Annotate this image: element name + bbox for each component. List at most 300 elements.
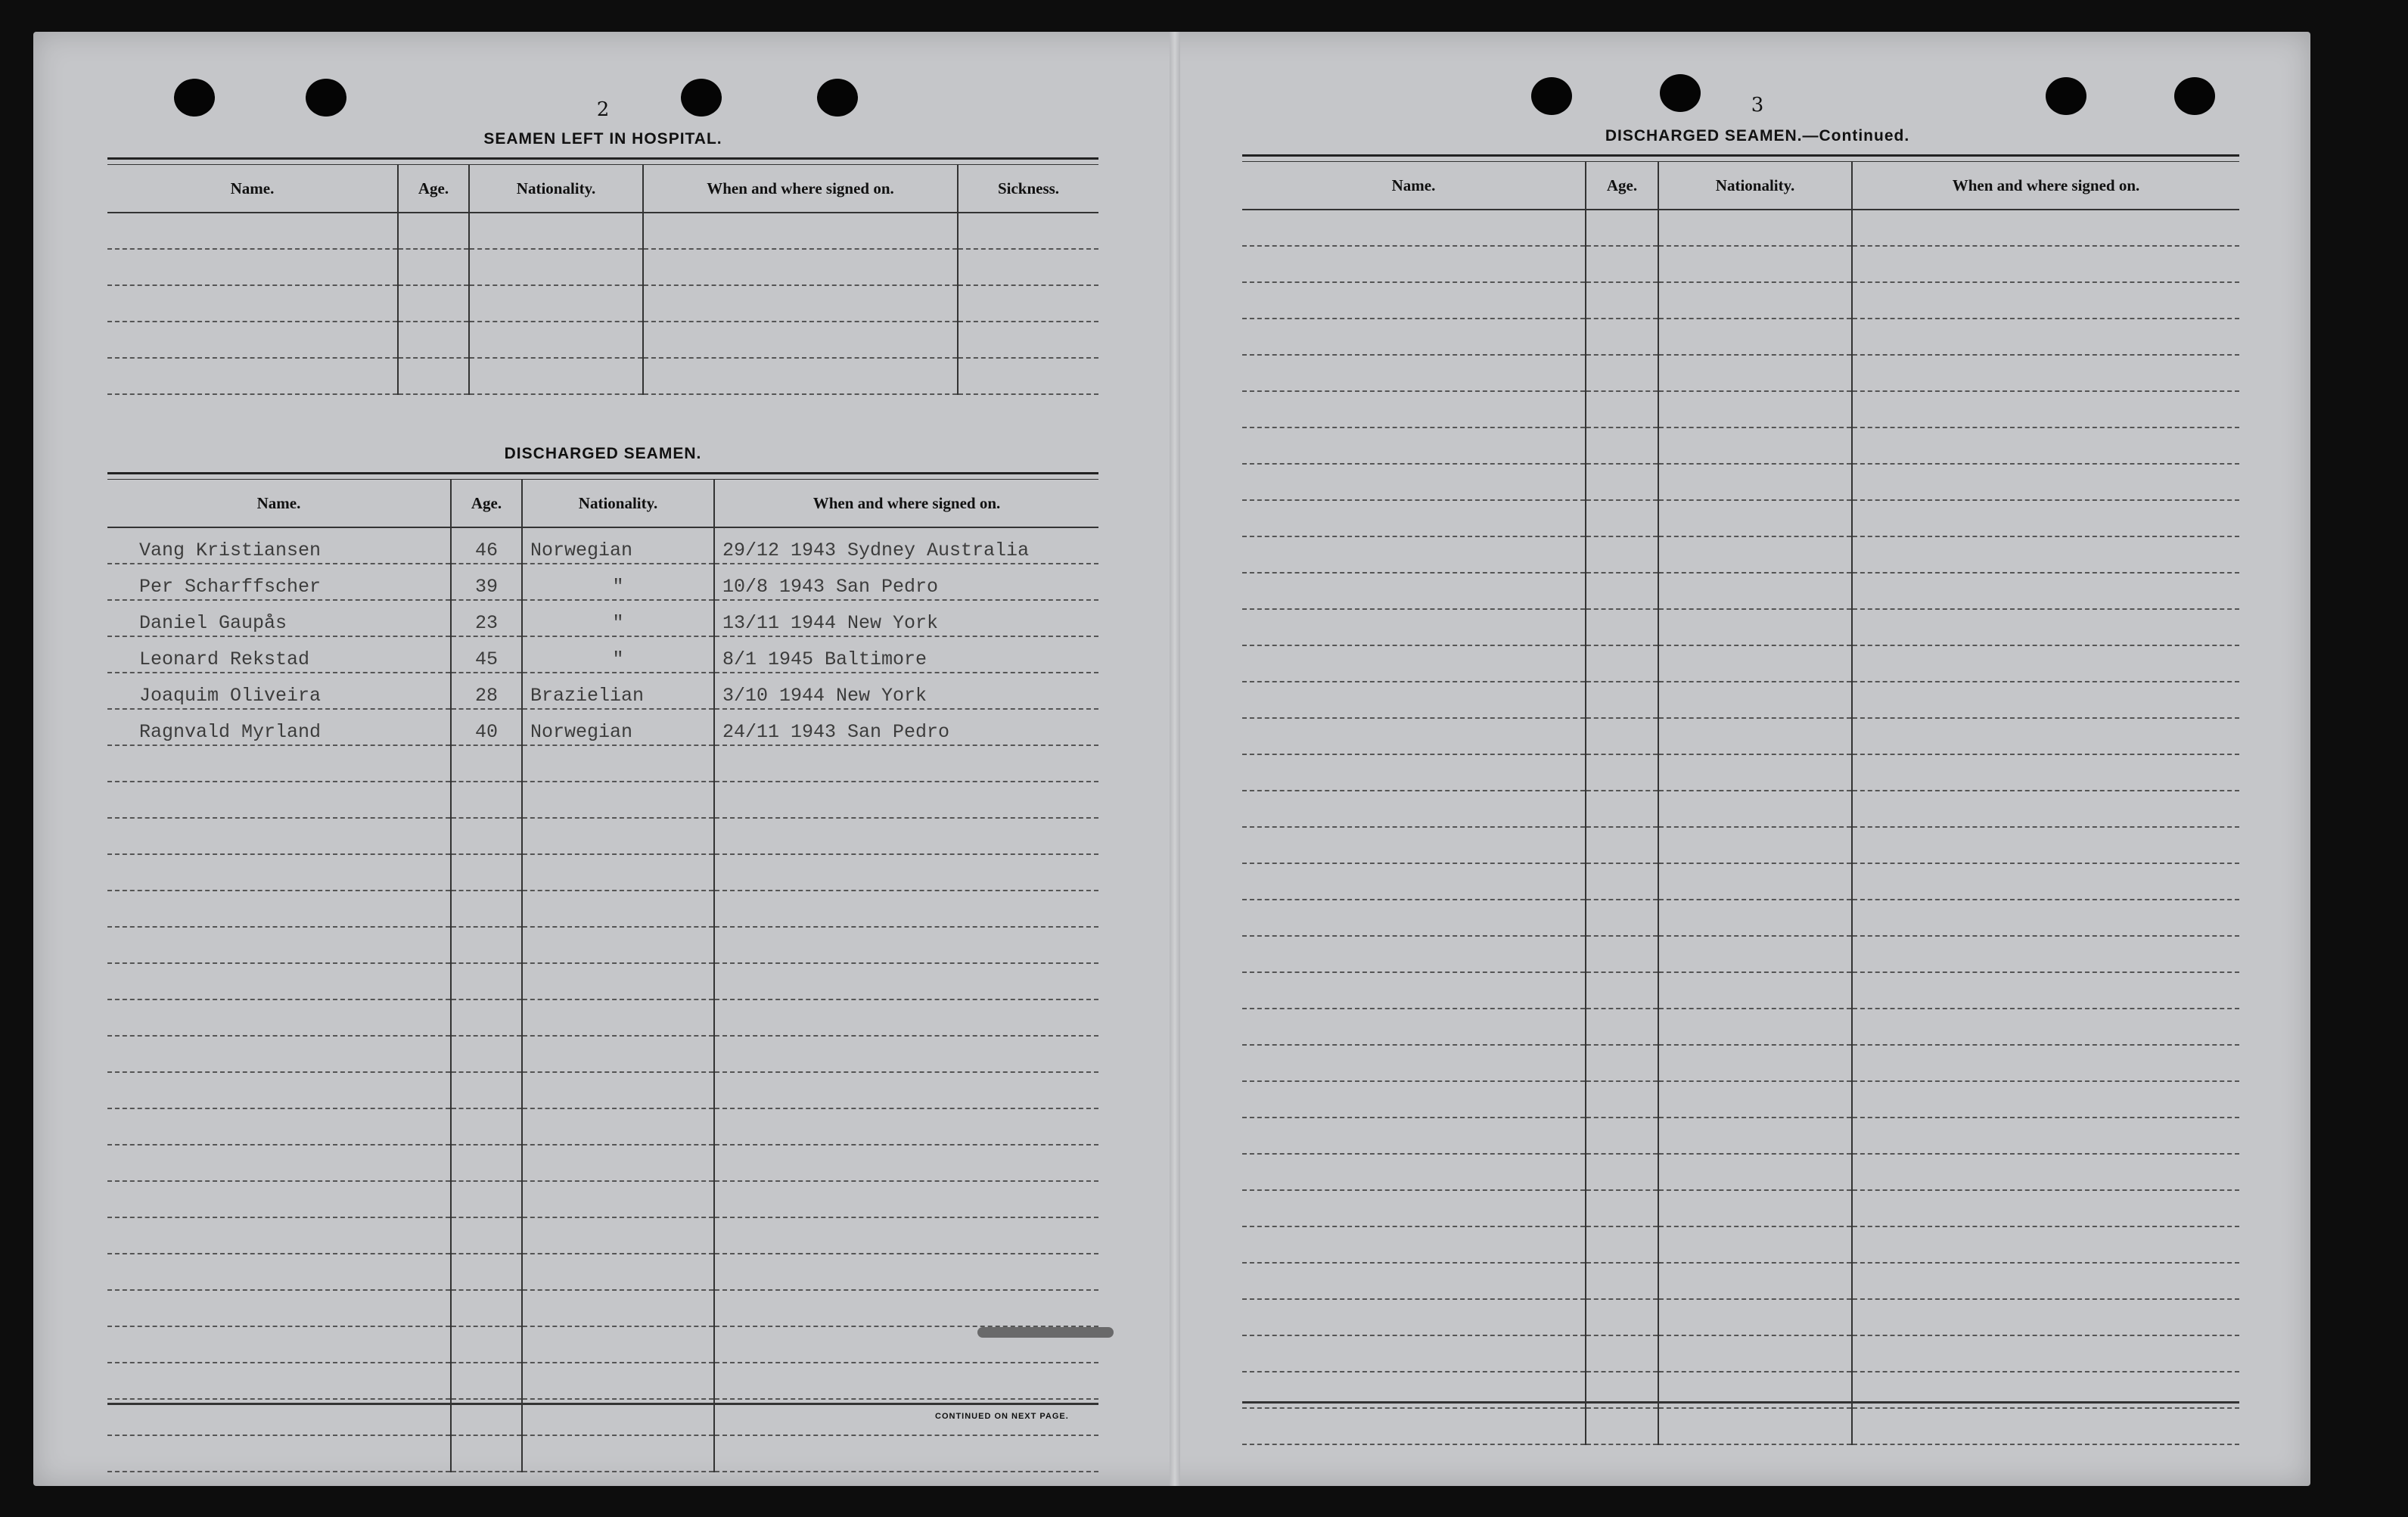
age-cell[interactable]: [451, 1072, 522, 1108]
signed-on-cell[interactable]: [714, 1145, 1098, 1181]
signed-on-cell[interactable]: [1852, 1081, 2239, 1118]
age-cell[interactable]: [451, 818, 522, 854]
signed-on-cell[interactable]: [714, 1254, 1098, 1290]
age-cell[interactable]: [1586, 573, 1658, 609]
title-main: DISCHARGED SEAMEN.: [1605, 127, 1803, 145]
table-row: [107, 927, 1098, 963]
nationality-cell[interactable]: [522, 963, 714, 999]
name-cell[interactable]: [1242, 1335, 1586, 1372]
signed-on-cell[interactable]: [1852, 972, 2239, 1009]
nationality-cell[interactable]: Norwegian: [522, 527, 714, 564]
signed-on-cell[interactable]: [643, 213, 958, 249]
signed-on-cell[interactable]: [714, 745, 1098, 782]
nationality-cell[interactable]: [1658, 1335, 1852, 1372]
table-row: [1242, 355, 2239, 391]
signed-on-cell[interactable]: [714, 1363, 1098, 1399]
signed-on-cell[interactable]: [1852, 827, 2239, 863]
table-row: [1242, 1263, 2239, 1299]
nationality-cell[interactable]: Norwegian: [522, 709, 714, 745]
age-cell[interactable]: [1586, 1154, 1658, 1190]
nationality-cell[interactable]: [522, 854, 714, 891]
age-cell[interactable]: [1586, 1263, 1658, 1299]
table-row: [1242, 609, 2239, 645]
nationality-cell[interactable]: [1658, 1263, 1852, 1299]
nationality-cell[interactable]: [1658, 246, 1852, 282]
signed-on-cell[interactable]: [1852, 1009, 2239, 1045]
column-header-signed-on: When and where signed on.: [714, 480, 1098, 527]
name-cell[interactable]: [1242, 863, 1586, 900]
signed-on-cell[interactable]: [1852, 210, 2239, 246]
age-cell[interactable]: [1586, 718, 1658, 754]
table-row: [1242, 1190, 2239, 1226]
table-row: [107, 1290, 1098, 1326]
table-row: [107, 1326, 1098, 1363]
name-cell[interactable]: [1242, 210, 1586, 246]
signed-on-cell[interactable]: [1852, 863, 2239, 900]
name-cell[interactable]: [1242, 464, 1586, 500]
nationality-cell[interactable]: [1658, 1408, 1852, 1444]
nationality-cell[interactable]: [522, 1181, 714, 1217]
signed-on-cell[interactable]: [714, 999, 1098, 1036]
name-cell[interactable]: [107, 818, 451, 854]
name-cell[interactable]: [107, 854, 451, 891]
signed-on-cell[interactable]: [714, 1036, 1098, 1072]
nationality-cell[interactable]: [1658, 682, 1852, 718]
nationality-cell[interactable]: [469, 285, 643, 322]
age-cell[interactable]: [451, 854, 522, 891]
table-row: [107, 322, 1098, 358]
age-cell[interactable]: [1586, 1335, 1658, 1372]
age-cell[interactable]: [1586, 791, 1658, 827]
nationality-cell[interactable]: [522, 1435, 714, 1472]
nationality-cell[interactable]: [1658, 900, 1852, 936]
nationality-cell[interactable]: [469, 249, 643, 285]
signed-on-cell[interactable]: [643, 249, 958, 285]
age-cell[interactable]: [1586, 282, 1658, 319]
signed-on-cell[interactable]: 3/10 1944 New York: [714, 673, 1098, 709]
nationality-cell[interactable]: [1658, 827, 1852, 863]
signed-on-cell[interactable]: 10/8 1943 San Pedro: [714, 564, 1098, 600]
signed-on-cell[interactable]: 24/11 1943 San Pedro: [714, 709, 1098, 745]
signed-on-cell[interactable]: [1852, 391, 2239, 427]
name-cell[interactable]: [107, 1145, 451, 1181]
section-rule: [107, 157, 1098, 165]
signed-on-cell[interactable]: [714, 1290, 1098, 1326]
signed-on-cell[interactable]: [1852, 282, 2239, 319]
nationality-cell[interactable]: [1658, 791, 1852, 827]
signed-on-cell[interactable]: [1852, 1154, 2239, 1190]
name-cell[interactable]: Per Scharffscher: [107, 564, 451, 600]
name-cell[interactable]: [1242, 936, 1586, 972]
nationality-cell[interactable]: Brazielian: [522, 673, 714, 709]
age-cell[interactable]: [1586, 1081, 1658, 1118]
name-cell[interactable]: [1242, 500, 1586, 536]
signed-on-cell[interactable]: 8/1 1945 Baltimore: [714, 636, 1098, 673]
age-cell[interactable]: 40: [451, 709, 522, 745]
age-cell[interactable]: [398, 358, 469, 394]
name-cell[interactable]: [1242, 645, 1586, 682]
name-cell[interactable]: Vang Kristiansen: [107, 527, 451, 564]
name-cell[interactable]: [1242, 1045, 1586, 1081]
right-page: [1242, 32, 2239, 1486]
signed-on-cell[interactable]: [714, 782, 1098, 818]
column-header-nationality: Nationality.: [1658, 162, 1852, 210]
nationality-cell[interactable]: [1658, 936, 1852, 972]
nationality-cell[interactable]: [1658, 210, 1852, 246]
signed-on-cell[interactable]: [714, 1072, 1098, 1108]
signed-on-cell[interactable]: [1852, 355, 2239, 391]
age-cell[interactable]: [1586, 500, 1658, 536]
name-cell[interactable]: [107, 1181, 451, 1217]
name-cell[interactable]: [1242, 791, 1586, 827]
age-cell[interactable]: [1586, 319, 1658, 355]
nationality-cell[interactable]: [1658, 536, 1852, 573]
signed-on-cell[interactable]: [714, 927, 1098, 963]
age-cell[interactable]: 23: [451, 600, 522, 636]
nationality-cell[interactable]: [1658, 1118, 1852, 1154]
name-cell[interactable]: [107, 1435, 451, 1472]
name-cell[interactable]: [1242, 1408, 1586, 1444]
table-row: [107, 999, 1098, 1036]
name-cell[interactable]: [107, 1290, 451, 1326]
bottom-rule: [107, 1403, 1098, 1405]
age-cell[interactable]: [451, 1145, 522, 1181]
signed-on-cell[interactable]: [1852, 791, 2239, 827]
nationality-cell[interactable]: ": [522, 564, 714, 600]
section-rule: [107, 472, 1098, 480]
table-row: [107, 745, 1098, 782]
age-cell[interactable]: [451, 782, 522, 818]
age-cell[interactable]: [451, 745, 522, 782]
signed-on-cell[interactable]: [1852, 536, 2239, 573]
age-cell[interactable]: [1586, 246, 1658, 282]
age-cell[interactable]: 46: [451, 527, 522, 564]
signed-on-cell[interactable]: [714, 1217, 1098, 1254]
name-cell[interactable]: [1242, 1263, 1586, 1299]
sickness-cell[interactable]: [958, 322, 1098, 358]
name-cell[interactable]: [1242, 1226, 1586, 1263]
name-cell[interactable]: [1242, 900, 1586, 936]
nationality-cell[interactable]: [522, 1290, 714, 1326]
nationality-cell[interactable]: [1658, 645, 1852, 682]
age-cell[interactable]: [1586, 682, 1658, 718]
name-cell[interactable]: [107, 1254, 451, 1290]
sickness-cell[interactable]: [958, 358, 1098, 394]
table-row: [1242, 1408, 2239, 1444]
nationality-cell[interactable]: [1658, 1154, 1852, 1190]
name-cell[interactable]: [1242, 391, 1586, 427]
column-header-age: Age.: [451, 480, 522, 527]
age-cell[interactable]: [1586, 754, 1658, 791]
signed-on-cell[interactable]: [1852, 573, 2239, 609]
sickness-cell[interactable]: [958, 249, 1098, 285]
signed-on-cell[interactable]: [1852, 1226, 2239, 1263]
signed-on-cell[interactable]: [714, 854, 1098, 891]
nationality-cell[interactable]: [522, 1108, 714, 1145]
page-number: 2: [596, 98, 610, 121]
name-cell[interactable]: [107, 1363, 451, 1399]
table-row: [1242, 1226, 2239, 1263]
age-cell[interactable]: [1586, 645, 1658, 682]
nationality-cell[interactable]: [1658, 1045, 1852, 1081]
table-row: [107, 1435, 1098, 1472]
name-cell[interactable]: [107, 891, 451, 927]
nationality-cell[interactable]: [1658, 427, 1852, 464]
name-cell[interactable]: [107, 1072, 451, 1108]
bottom-rule: [1242, 1401, 2239, 1404]
name-cell[interactable]: [107, 1108, 451, 1145]
name-cell[interactable]: [1242, 1154, 1586, 1190]
table-row: [107, 1108, 1098, 1145]
age-cell[interactable]: [1586, 900, 1658, 936]
signed-on-cell[interactable]: [1852, 718, 2239, 754]
signed-on-cell[interactable]: [1852, 500, 2239, 536]
signed-on-cell[interactable]: [714, 963, 1098, 999]
table-row: [107, 1072, 1098, 1108]
table-row: [107, 1036, 1098, 1072]
nationality-cell[interactable]: [469, 322, 643, 358]
name-cell[interactable]: [1242, 609, 1586, 645]
signed-on-cell[interactable]: [1852, 1299, 2239, 1335]
signed-on-cell[interactable]: [1852, 754, 2239, 791]
age-cell[interactable]: [451, 1181, 522, 1217]
nationality-cell[interactable]: [1658, 863, 1852, 900]
nationality-cell[interactable]: [1658, 464, 1852, 500]
sickness-cell[interactable]: [958, 285, 1098, 322]
age-cell[interactable]: [1586, 210, 1658, 246]
name-cell[interactable]: [1242, 972, 1586, 1009]
nationality-cell[interactable]: [1658, 1299, 1852, 1335]
nationality-cell[interactable]: [1658, 718, 1852, 754]
name-cell[interactable]: Joaquim Oliveira: [107, 673, 451, 709]
age-cell[interactable]: [1586, 1299, 1658, 1335]
age-cell[interactable]: [451, 891, 522, 927]
signed-on-cell[interactable]: 29/12 1943 Sydney Australia: [714, 527, 1098, 564]
age-cell[interactable]: [451, 1435, 522, 1472]
table-row: [107, 564, 1098, 600]
age-cell[interactable]: [451, 1108, 522, 1145]
signed-on-cell[interactable]: [1852, 246, 2239, 282]
nationality-cell[interactable]: [1658, 319, 1852, 355]
signed-on-cell[interactable]: [643, 285, 958, 322]
signed-on-cell[interactable]: [714, 1108, 1098, 1145]
signed-on-cell[interactable]: [1852, 900, 2239, 936]
age-cell[interactable]: [1586, 536, 1658, 573]
table-row: [107, 1217, 1098, 1254]
name-cell[interactable]: [1242, 319, 1586, 355]
nationality-cell[interactable]: [522, 1254, 714, 1290]
table-row: [107, 854, 1098, 891]
signed-on-cell[interactable]: [714, 891, 1098, 927]
nationality-cell[interactable]: [469, 358, 643, 394]
nationality-cell[interactable]: [522, 782, 714, 818]
age-cell[interactable]: 28: [451, 673, 522, 709]
signed-on-cell[interactable]: [1852, 464, 2239, 500]
nationality-cell[interactable]: [522, 1145, 714, 1181]
age-cell[interactable]: [1586, 1226, 1658, 1263]
signed-on-cell[interactable]: [1852, 427, 2239, 464]
name-cell[interactable]: [1242, 682, 1586, 718]
signed-on-cell[interactable]: [1852, 1263, 2239, 1299]
nationality-cell[interactable]: [1658, 573, 1852, 609]
name-cell[interactable]: [1242, 754, 1586, 791]
age-cell[interactable]: [451, 1217, 522, 1254]
table-row: [1242, 282, 2239, 319]
nationality-cell[interactable]: [522, 927, 714, 963]
age-cell[interactable]: [451, 1254, 522, 1290]
nationality-cell[interactable]: [522, 999, 714, 1036]
signed-on-cell[interactable]: [1852, 1190, 2239, 1226]
nationality-cell[interactable]: [1658, 754, 1852, 791]
nationality-cell[interactable]: [1658, 1226, 1852, 1263]
nationality-cell[interactable]: [1658, 1081, 1852, 1118]
signed-on-cell[interactable]: [1852, 1335, 2239, 1372]
name-cell[interactable]: [1242, 573, 1586, 609]
table-row: [107, 285, 1098, 322]
age-cell[interactable]: [1586, 391, 1658, 427]
age-cell[interactable]: [1586, 1118, 1658, 1154]
name-cell[interactable]: [1242, 1190, 1586, 1226]
age-cell[interactable]: [451, 1363, 522, 1399]
nationality-cell[interactable]: [522, 1326, 714, 1363]
signed-on-cell[interactable]: [1852, 645, 2239, 682]
name-cell[interactable]: [107, 1217, 451, 1254]
age-cell[interactable]: [1586, 936, 1658, 972]
age-cell[interactable]: [1586, 827, 1658, 863]
age-cell[interactable]: [1586, 1009, 1658, 1045]
name-cell[interactable]: [107, 999, 451, 1036]
signed-on-cell[interactable]: [1852, 1408, 2239, 1444]
table-row: [1242, 863, 2239, 900]
name-cell[interactable]: [107, 249, 398, 285]
name-cell[interactable]: [107, 285, 398, 322]
name-cell[interactable]: [1242, 1081, 1586, 1118]
nationality-cell[interactable]: ": [522, 636, 714, 673]
table-row: [107, 709, 1098, 745]
age-cell[interactable]: [451, 963, 522, 999]
name-cell[interactable]: [107, 358, 398, 394]
name-cell[interactable]: [1242, 536, 1586, 573]
age-cell[interactable]: [1586, 972, 1658, 1009]
name-cell[interactable]: [107, 1036, 451, 1072]
name-cell[interactable]: [1242, 355, 1586, 391]
name-cell[interactable]: [107, 1326, 451, 1363]
nationality-cell[interactable]: [1658, 609, 1852, 645]
sickness-cell[interactable]: [958, 213, 1098, 249]
signed-on-cell[interactable]: [1852, 1045, 2239, 1081]
name-cell[interactable]: [1242, 282, 1586, 319]
nationality-cell[interactable]: [1658, 391, 1852, 427]
signed-on-cell[interactable]: [714, 1435, 1098, 1472]
nationality-cell[interactable]: [522, 745, 714, 782]
age-cell[interactable]: [1586, 609, 1658, 645]
nationality-cell[interactable]: [522, 1036, 714, 1072]
table-row: [1242, 1118, 2239, 1154]
table-row: [1242, 1335, 2239, 1372]
nationality-cell[interactable]: [522, 1217, 714, 1254]
name-cell[interactable]: [1242, 1299, 1586, 1335]
age-cell[interactable]: [1586, 1190, 1658, 1226]
name-cell[interactable]: [1242, 427, 1586, 464]
nationality-cell[interactable]: [1658, 1190, 1852, 1226]
name-cell[interactable]: [107, 213, 398, 249]
nationality-cell[interactable]: [1658, 972, 1852, 1009]
age-cell[interactable]: [398, 322, 469, 358]
name-cell[interactable]: [107, 782, 451, 818]
signed-on-cell[interactable]: [714, 818, 1098, 854]
signed-on-cell[interactable]: [1852, 936, 2239, 972]
signed-on-cell[interactable]: [1852, 682, 2239, 718]
name-cell[interactable]: [107, 963, 451, 999]
age-cell[interactable]: [398, 213, 469, 249]
age-cell[interactable]: [398, 249, 469, 285]
age-cell[interactable]: [451, 927, 522, 963]
age-cell[interactable]: [1586, 1408, 1658, 1444]
name-cell[interactable]: [1242, 1009, 1586, 1045]
age-cell[interactable]: [1586, 427, 1658, 464]
age-cell[interactable]: 39: [451, 564, 522, 600]
age-cell[interactable]: [451, 999, 522, 1036]
name-cell[interactable]: [107, 322, 398, 358]
name-cell[interactable]: [1242, 1118, 1586, 1154]
age-cell[interactable]: [451, 1326, 522, 1363]
name-cell[interactable]: [107, 927, 451, 963]
name-cell[interactable]: [107, 745, 451, 782]
signed-on-cell[interactable]: [643, 322, 958, 358]
table-row: [107, 1254, 1098, 1290]
signed-on-cell[interactable]: [1852, 609, 2239, 645]
hospital-table: [107, 165, 1098, 395]
age-cell[interactable]: 45: [451, 636, 522, 673]
nationality-cell[interactable]: [1658, 500, 1852, 536]
table-row: [1242, 464, 2239, 500]
column-header-nationality: Nationality.: [522, 480, 714, 527]
name-cell[interactable]: [1242, 246, 1586, 282]
age-cell[interactable]: [1586, 355, 1658, 391]
signed-on-cell[interactable]: [1852, 319, 2239, 355]
table-row: [107, 673, 1098, 709]
table-row: [107, 891, 1098, 927]
nationality-cell[interactable]: [1658, 355, 1852, 391]
age-cell[interactable]: [1586, 863, 1658, 900]
table-row: [1242, 1081, 2239, 1118]
age-cell[interactable]: [1586, 1045, 1658, 1081]
nationality-cell[interactable]: [522, 1363, 714, 1399]
signed-on-cell[interactable]: [1852, 1118, 2239, 1154]
age-cell[interactable]: [451, 1290, 522, 1326]
nationality-cell[interactable]: [522, 1072, 714, 1108]
signed-on-cell[interactable]: [714, 1181, 1098, 1217]
name-cell[interactable]: Daniel Gaupås: [107, 600, 451, 636]
signed-on-cell[interactable]: [643, 358, 958, 394]
name-cell[interactable]: [1242, 718, 1586, 754]
name-cell[interactable]: Ragnvald Myrland: [107, 709, 451, 745]
nationality-cell[interactable]: [1658, 282, 1852, 319]
nationality-cell[interactable]: [522, 818, 714, 854]
nationality-cell[interactable]: [522, 891, 714, 927]
nationality-cell[interactable]: [1658, 1009, 1852, 1045]
name-cell[interactable]: Leonard Rekstad: [107, 636, 451, 673]
age-cell[interactable]: [451, 1036, 522, 1072]
signed-on-cell[interactable]: 13/11 1944 New York: [714, 600, 1098, 636]
table-row: [107, 249, 1098, 285]
name-cell[interactable]: [1242, 827, 1586, 863]
nationality-cell[interactable]: ": [522, 600, 714, 636]
column-header-name: Name.: [1242, 162, 1586, 210]
age-cell[interactable]: [1586, 464, 1658, 500]
nationality-cell[interactable]: [469, 213, 643, 249]
age-cell[interactable]: [398, 285, 469, 322]
